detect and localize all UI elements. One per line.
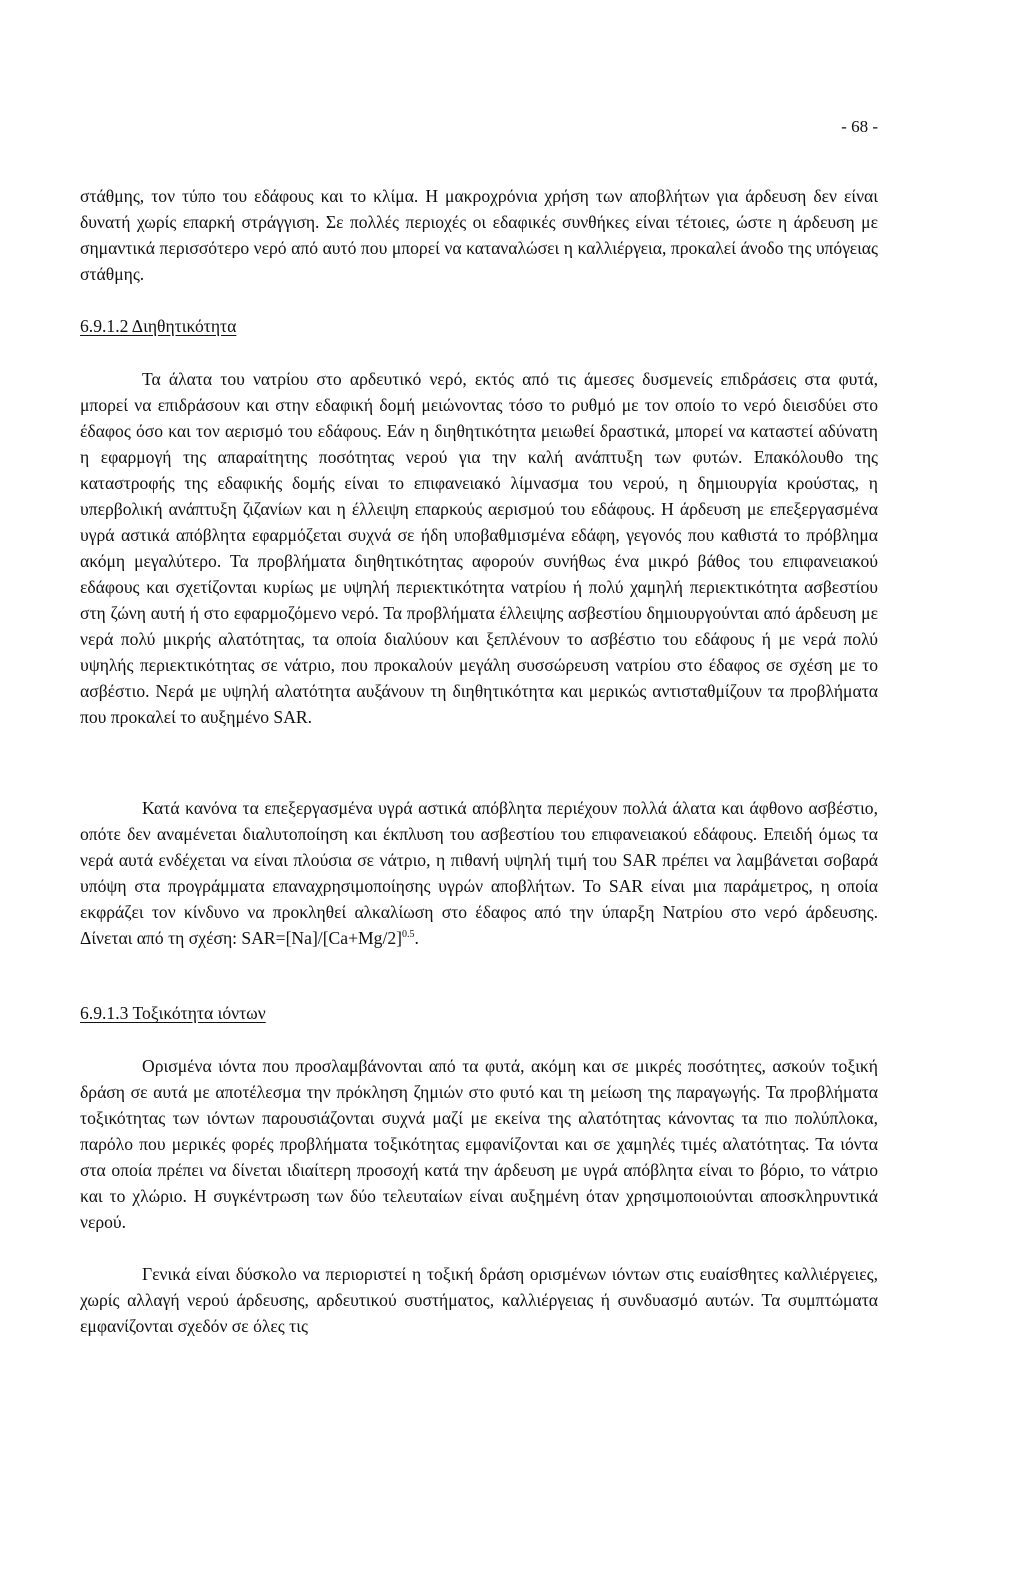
section-693-paragraph-2: Γενικά είναι δύσκολο να περιοριστεί η τοξική δράση ορισμένων ιόντων στις ευαίσθητες καλλιέργειες, χωρίς αλλαγή νερού άρδευσης, αρδευτικού συστήματος, καλλιέργειας ή συνδυασμό αυτών. Τα συμπτώματα εμφανίζονται σχεδόν σε όλες τις: [80, 1264, 878, 1336]
section-692-paragraph-1: Τα άλατα του νατρίου στο αρδευτικό νερό, εκτός από τις άμεσες δυσμενείς επιδράσεις στα φυτά, μπορεί να επιδράσουν και στην εδαφική δομή μειώνοντας τόσο το ρυθμό με τον οποίο το νερό διεισδύει στο έδαφος όσο και τον αερισμό του εδάφους. Εάν η διηθητικότητα μειωθεί δραστικά, μπορεί να καταστεί αδύνατη η εφαρμογή της απαραίτητης ποσότητας νερού για την καλή ανάπτυξη των φυτών. Επακόλουθο της καταστροφής της εδαφικής δομής είναι το επιφανειακό λίμνασμα του νερού, η δημιουργία κρούστας, η υπερβολική ανάπτυξη ζιζανίων και η έλλειψη επαρκούς αερισμού του εδάφους. Η άρδευση με επεξεργασμένα υγρά αστικά απόβλητα εφαρμόζεται συχνά σε ήδη υποβαθμισμένα εδάφη, γεγονός που καθιστά το πρόβλημα ακόμη μεγαλύτερο. Τα προβλήματα διηθητικότητας αφορούν συνήθως ένα μικρό βάθος του επιφανειακού εδάφους και σχετίζονται κυρίως με υψηλή περιεκτικότητα νατρίου ή πολύ χαμηλή περιεκτικότητα ασβεστίου στη ζώνη αυτή ή στο εφαρμοζόμενο νερό. Τα προβλήματα έλλειψης ασβεστίου δημιουργούνται από άρδευση με νερά πολύ μικρής αλατότητας, τα οποία διαλύουν και ξεπλένουν το ασβέστιο του εδάφους ή με νερά πολύ υψηλής περιεκτικότητας σε νάτριο, που προκαλούν μεγάλη συσσώρευση νατρίου στο έδαφος σε σχέση με το ασβέστιο. Νερά με υψηλή αλατότητα αυξάνουν τη διηθητικότητα και μερικώς αντισταθμίζουν τα προβλήματα που προκαλεί το αυξημένο SAR.: [80, 369, 878, 727]
section-693-paragraph-1: Ορισμένα ιόντα που προσλαμβάνονται από τα φυτά, ακόμη και σε μικρές ποσότητες, ασκούν τοξική δράση σε αυτά με αποτέλεσμα την πρόκληση ζημιών στο φυτό και τη μείωση της παραγωγής. Τα προβλήματα τοξικότητας των ιόντων παρουσιάζονται συχνά μαζί με εκείνα της αλατότητας κάνοντας τα πιο πολύπλοκα, παρόλο που μερικές φορές προβλήματα τοξικότητας εμφανίζονται και σε χαμηλές τιμές αλατότητας. Τα ιόντα στα οποία πρέπει να δίνεται ιδιαίτερη προσοχή κατά την άρδευση με υγρά απόβλητα είναι το βόριο, το νάτριο και το χλώριο. Η συγκέντρωση των δύο τελευταίων είναι αυξημένη όταν χρησιμοποιούνται αποσκληρυντικά νερού.: [80, 1056, 878, 1232]
section-heading-diithitikotita: 6.9.1.2 Διηθητικότητα: [80, 316, 237, 336]
formula-end: .: [414, 928, 419, 948]
intro-paragraph: στάθμης, τον τύπο του εδάφους και το κλίμα. Η μακροχρόνια χρήση των αποβλήτων για άρδευση δεν είναι δυνατή χωρίς επαρκή στράγγιση. Σε πολλές περιοχές οι εδαφικές συνθήκες είναι τέτοιες, ώστε η άρδευση με σημαντικά περισσότερο νερό από αυτό που μπορεί να καταναλώσει η καλλιέργεια, προκαλεί άνοδο της υπόγειας στάθμης.: [80, 186, 878, 284]
page-number: - 68 -: [841, 117, 878, 136]
formula-exponent: 0.5: [402, 929, 415, 940]
section-heading-toxikotita-ionton: 6.9.1.3 Τοξικότητα ιόντων: [80, 1003, 266, 1023]
section-692-paragraph-2: [80, 795, 878, 951]
section-692-paragraph-2-text: Κατά κανόνα τα επεξεργασμένα υγρά αστικά απόβλητα περιέχουν πολλά άλατα και άφθονο ασβέστιο, οπότε δεν αναμένεται διαλυτοποίηση και έκπλυση του ασβεστίου του επιφανειακού εδάφους. Επειδή όμως τα νερά αυτά ενδέχεται να είναι πλούσια σε νάτριο, η πιθανή υψηλή τιμή του SAR πρέπει να λαμβάνεται σοβαρά υπόψη στα προγράμματα επαναχρησιμοποίησης υγρών αποβλήτων. Το SAR είναι μια παράμετρος, η οποία εκφράζει τον κίνδυνο να προκληθεί αλκαλίωση στο έδαφος από την ύπαρξη Νατρίου στο νερό άρδευσης. Δίνεται από τη σχέση: SAR=[Na]/[Ca+Mg/2]: [80, 798, 878, 948]
document-page: [80, 0, 878, 1588]
